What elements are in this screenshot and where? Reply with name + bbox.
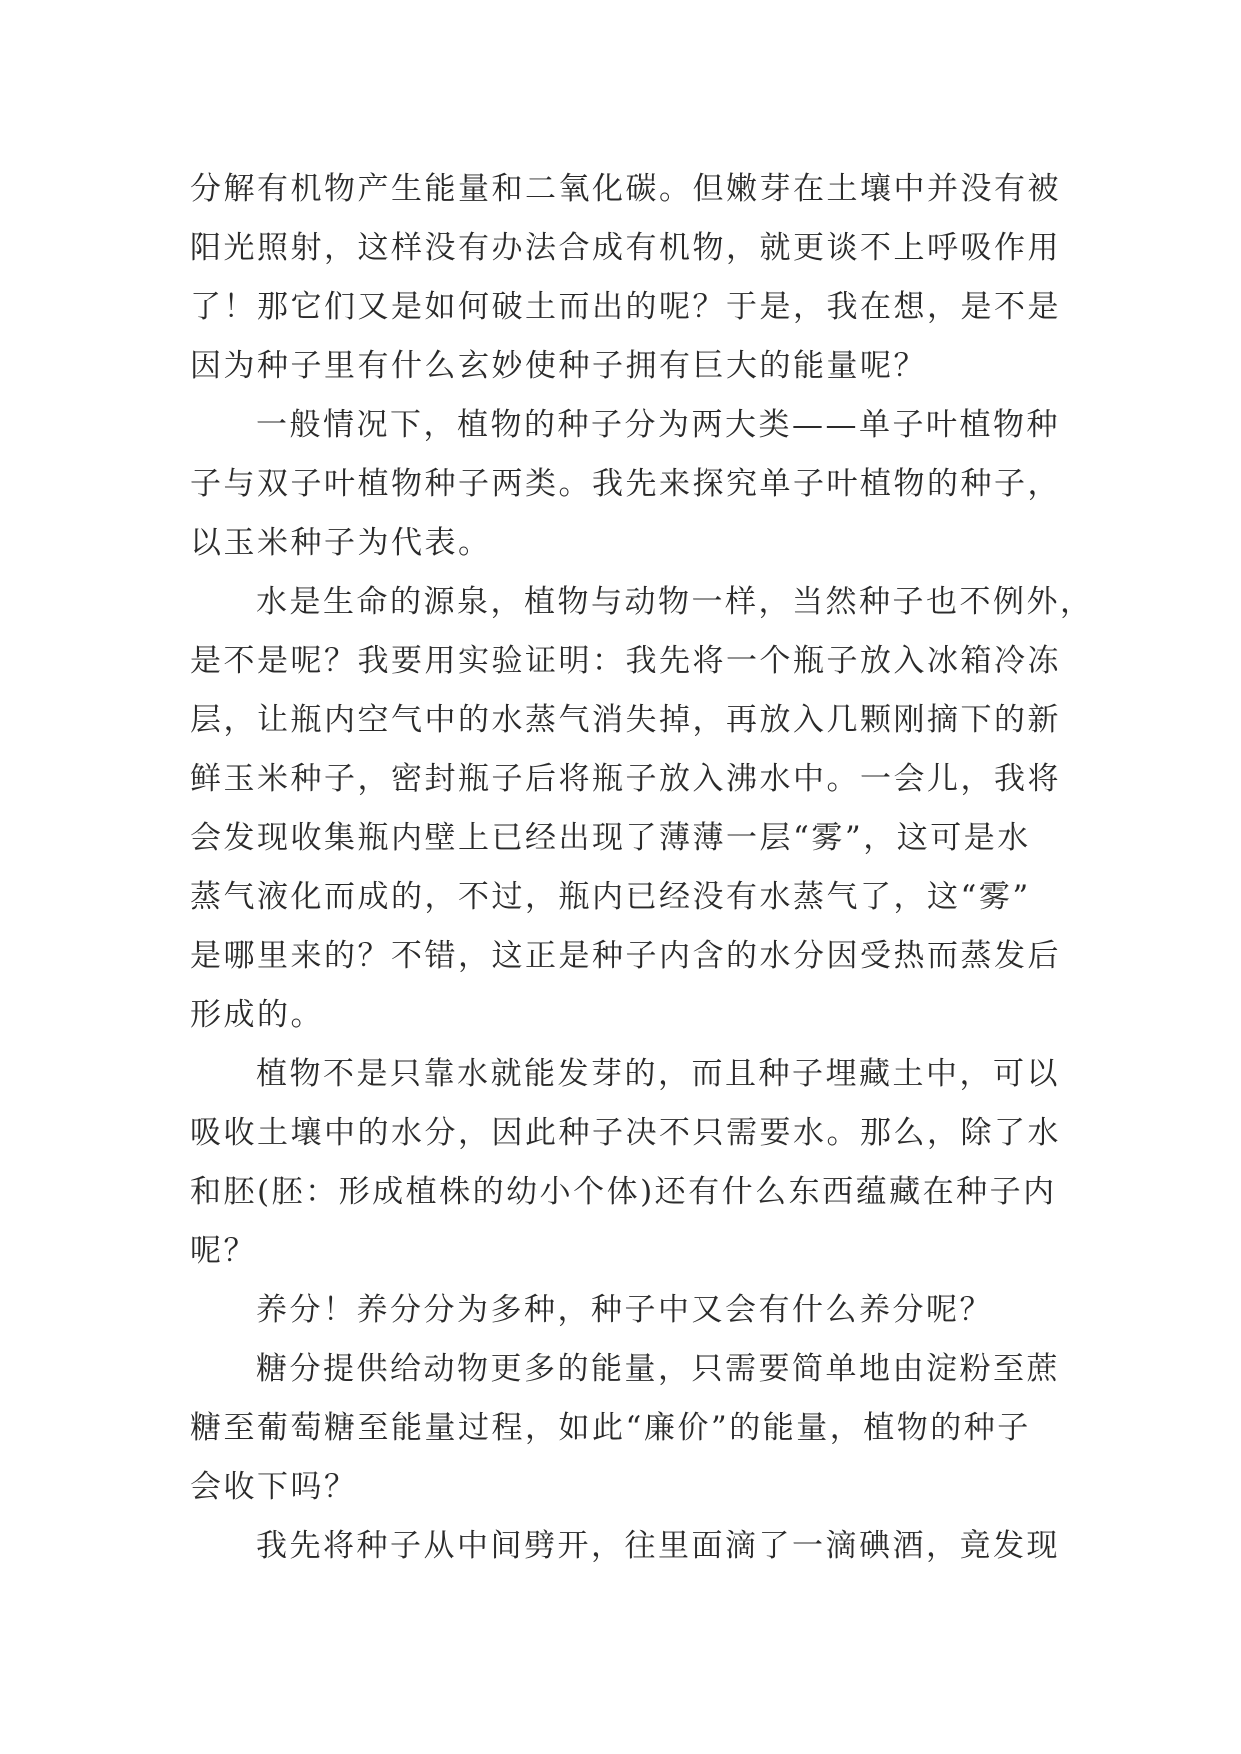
text-line: 因为种子里有什么玄妙使种子拥有巨大的能量呢？ (190, 348, 927, 384)
text-line: 阳光照射，这样没有办法合成有机物，就更谈不上呼吸作用 (190, 230, 1061, 266)
text-line: 会发现收集瓶内壁上已经出现了薄薄一层“雾”，这可是水 (190, 820, 1031, 856)
text-line: 糖至葡萄糖至能量过程，如此“廉价”的能量，植物的种子 (190, 1410, 1031, 1446)
paragraph-first-line: 养分！养分分为多种，种子中又会有什么养分呢？ (256, 1292, 993, 1328)
body-text (190, 160, 1094, 1576)
text-line: 子与双子叶植物种子两类。我先来探究单子叶植物的种子， (190, 466, 1061, 502)
text-line: 蒸气液化而成的，不过，瓶内已经没有水蒸气了，这“雾” (190, 879, 1031, 915)
text-line: 吸收土壤中的水分，因此种子决不只需要水。那么，除了水 (190, 1115, 1061, 1151)
text-line: 和胚(胚：形成植株的幼小个体)还有什么东西蕴藏在种子内 (190, 1174, 1057, 1210)
text-line: 鲜玉米种子，密封瓶子后将瓶子放入沸水中。一会儿，我将 (190, 761, 1061, 797)
paragraph-first-line: 水是生命的源泉，植物与动物一样，当然种子也不例外， (256, 584, 1094, 620)
paragraph-first-line: 糖分提供给动物更多的能量，只需要简单地由淀粉至蔗 (256, 1351, 1060, 1387)
text-line: 形成的。 (190, 997, 324, 1033)
paragraph-first-line: 我先将种子从中间劈开，往里面滴了一滴碘酒，竟发现 (256, 1528, 1060, 1564)
text-line: 层，让瓶内空气中的水蒸气消失掉，再放入几颗刚摘下的新 (190, 702, 1061, 738)
text-line: 会收下吗？ (190, 1469, 358, 1505)
text-line: 呢？ (190, 1233, 257, 1269)
text-line: 是不是呢？我要用实验证明：我先将一个瓶子放入冰箱冷冻 (190, 643, 1061, 679)
text-line: 了！那它们又是如何破土而出的呢？于是，我在想，是不是 (190, 289, 1061, 325)
text-line: 是哪里来的？不错，这正是种子内含的水分因受热而蒸发后 (190, 938, 1061, 974)
paragraph-first-line: 植物不是只靠水就能发芽的，而且种子埋藏土中，可以 (256, 1056, 1060, 1092)
text-line: 分解有机物产生能量和二氧化碳。但嫩芽在土壤中并没有被 (190, 171, 1061, 207)
text-line: 以玉米种子为代表。 (190, 525, 492, 561)
paragraph-first-line: 一般情况下，植物的种子分为两大类——单子叶植物种 (256, 407, 1060, 443)
